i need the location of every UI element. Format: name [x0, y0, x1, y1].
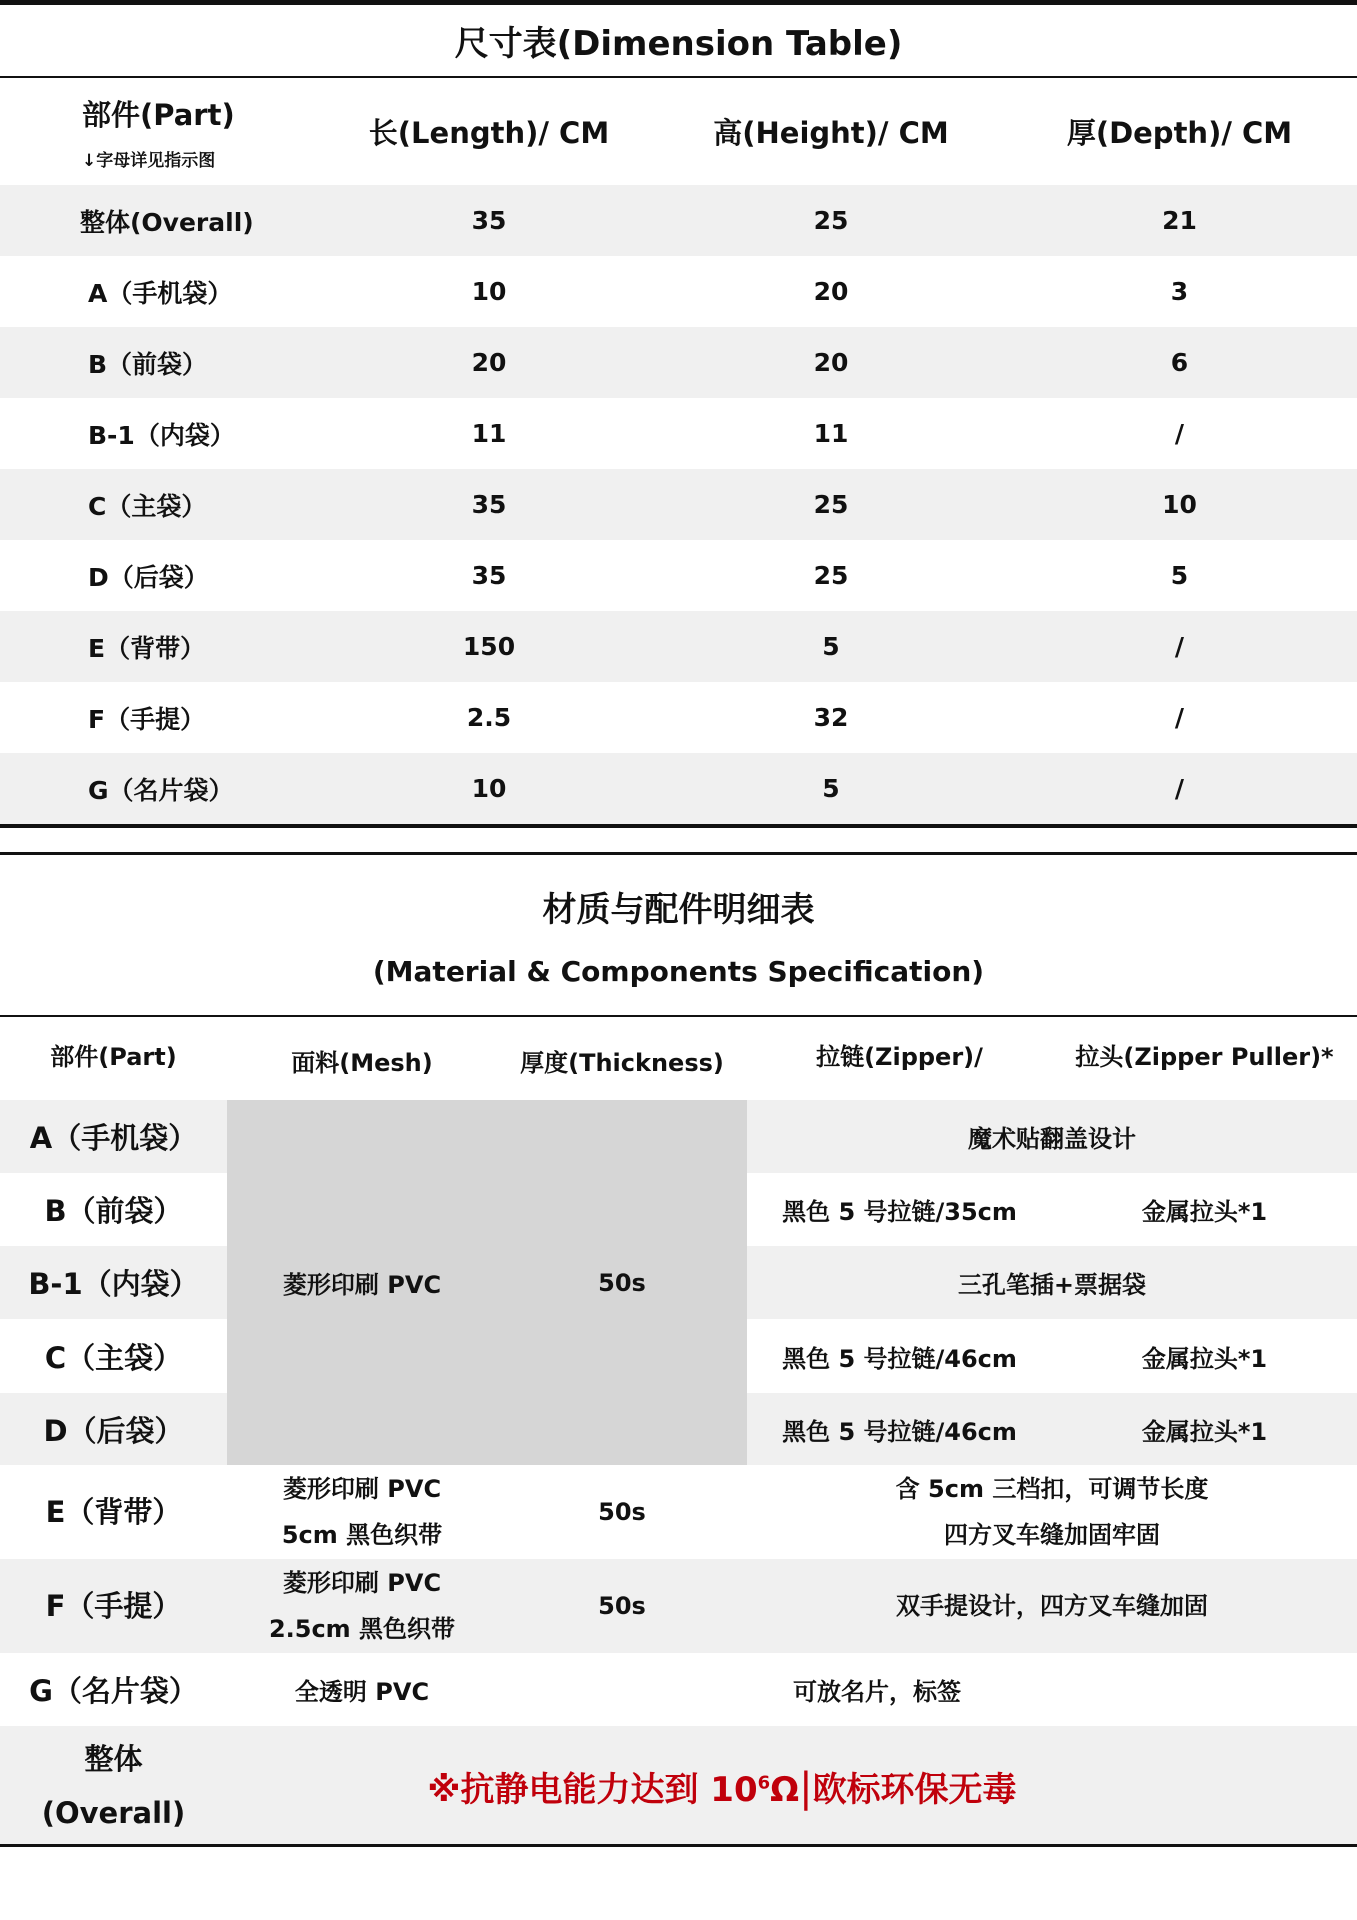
zipper-cell: 黑色 5 号拉链/46cm [782, 1344, 1017, 1373]
material-header-row [0, 1017, 1357, 1100]
part-cell: D（后袋） [88, 562, 209, 592]
header-depth: 厚(Depth)/ CM [1066, 116, 1293, 150]
material-table-title: 材质与配件明细表 [542, 890, 815, 930]
material-table-subtitle: (Material & Components Specification) [372, 955, 985, 988]
thickness-cell: 50s [598, 1592, 646, 1620]
part-cell: D（后袋） [43, 1413, 184, 1448]
table-row [0, 1559, 1357, 1653]
divider [0, 824, 1357, 828]
table-row [0, 540, 1357, 611]
part-cell: B-1（内袋） [88, 420, 235, 450]
length-cell: 35 [471, 490, 507, 519]
table-row [0, 256, 1357, 327]
table-row [0, 611, 1357, 682]
part-cell: C（主袋） [44, 1340, 183, 1375]
height-cell: 11 [813, 419, 849, 448]
table-row [0, 682, 1357, 753]
mesh-cell [227, 1465, 497, 1559]
depth-cell: 21 [1162, 206, 1197, 235]
puller-cell: 金属拉头*1 [1141, 1198, 1268, 1226]
header-part: 部件(Part) [50, 1043, 177, 1071]
part-cell: B（前袋） [44, 1194, 183, 1228]
note-text: Ω [770, 1769, 800, 1810]
note-cell: 魔术贴翻盖设计 [968, 1125, 1136, 1153]
note-text: 欧标环保无毒 [812, 1769, 1017, 1810]
note-cell: 可放名片，标签 [793, 1678, 961, 1706]
length-cell: 11 [471, 419, 507, 448]
part-cell: A（手机袋） [29, 1121, 198, 1155]
part-cell: C（主袋） [88, 491, 207, 521]
part-cell: E（背带） [45, 1495, 182, 1529]
depth-cell: / [1174, 419, 1185, 448]
header-mesh: 面料(Mesh) [291, 1049, 433, 1077]
table-row [0, 398, 1357, 469]
mesh-cell: 菱形印刷 PVC [227, 1100, 497, 1465]
mesh-line: 菱形印刷 PVC [282, 1475, 442, 1503]
mesh-cell [227, 1559, 497, 1653]
length-cell: 10 [471, 277, 507, 306]
part-cell: 整体(Overall) [80, 207, 254, 237]
note-cell: 双手提设计，四方叉车缝加固 [896, 1592, 1208, 1620]
table-row [0, 327, 1357, 398]
length-cell: 35 [471, 206, 507, 235]
length-cell: 10 [471, 774, 507, 803]
height-cell: 32 [813, 703, 849, 732]
thickness-cell: 50s [497, 1100, 747, 1465]
note-cell: 三孔笔插+票据袋 [957, 1271, 1147, 1299]
length-cell: 20 [471, 348, 507, 377]
mesh-cell: 全透明 PVC [294, 1678, 430, 1706]
thickness-cell: 50s [598, 1498, 646, 1526]
header-height: 高(Height)/ CM [713, 116, 949, 150]
depth-cell: 5 [1170, 561, 1189, 590]
zipper-cell: 黑色 5 号拉链/35cm [782, 1198, 1017, 1226]
antistatic-note [227, 1726, 1357, 1846]
length-cell: 35 [471, 561, 507, 590]
puller-cell: 金属拉头*1 [1141, 1417, 1268, 1446]
zipper-cell: 黑色 5 号拉链/46cm [782, 1417, 1017, 1446]
part-cell: B-1（内袋） [28, 1267, 199, 1301]
table-row [0, 1100, 1357, 1173]
header-thickness: 厚度(Thickness) [520, 1049, 724, 1077]
height-cell: 5 [822, 632, 840, 661]
note-cell [747, 1465, 1357, 1559]
top-border [0, 0, 1357, 5]
dimension-table-title: 尺寸表(Dimension Table) [454, 24, 903, 64]
note-exponent: 6 [757, 1772, 771, 1794]
table-row [0, 469, 1357, 540]
material-table [0, 1017, 1357, 1846]
header-part-note: ↓字母详见指示图 [82, 150, 216, 171]
length-cell: 150 [462, 632, 516, 661]
mesh-line: 5cm 黑色织带 [281, 1521, 443, 1549]
header-length: 长(Length)/ CM [368, 116, 610, 150]
table-row [0, 1465, 1357, 1559]
length-cell: 2.5 [466, 703, 512, 732]
height-cell: 20 [813, 277, 849, 306]
part-line: (Overall) [41, 1796, 186, 1830]
height-cell: 25 [813, 561, 849, 590]
depth-cell: 6 [1170, 348, 1189, 377]
depth-cell: 3 [1170, 277, 1189, 306]
note-line: 含 5cm 三档扣，可调节长度 [895, 1475, 1209, 1503]
part-cell: F（手提） [88, 704, 206, 734]
header-part: 部件(Part) [82, 97, 235, 132]
dimension-header-row [0, 78, 1357, 185]
depth-cell: / [1174, 774, 1185, 803]
depth-cell: 10 [1162, 490, 1197, 519]
table-row [0, 753, 1357, 824]
note-line: 四方叉车缝加固牢固 [944, 1521, 1160, 1549]
height-cell: 5 [822, 774, 840, 803]
height-cell: 25 [813, 490, 849, 519]
overall-row [0, 1726, 1357, 1846]
mesh-line: 菱形印刷 PVC [282, 1569, 442, 1597]
header-zipper: 拉链(Zipper)/ [816, 1043, 983, 1071]
table-row [0, 1653, 1357, 1726]
mesh-line: 2.5cm 黑色织带 [268, 1615, 456, 1643]
part-cell: G（名片袋） [88, 775, 234, 805]
table-row [0, 185, 1357, 256]
part-cell: B（前袋） [88, 349, 208, 379]
note-text: ※抗静电能力达到 10 [427, 1769, 758, 1810]
divider [0, 852, 1357, 855]
height-cell: 25 [813, 206, 849, 235]
depth-cell: / [1174, 703, 1185, 732]
depth-cell: / [1174, 632, 1185, 661]
part-line: 整体 [84, 1742, 143, 1776]
bottom-border [0, 1844, 1357, 1847]
header-puller: 拉头(Zipper Puller)* [1075, 1043, 1334, 1071]
height-cell: 20 [813, 348, 849, 377]
puller-cell: 金属拉头*1 [1141, 1344, 1268, 1373]
part-cell [0, 1726, 227, 1846]
part-cell: G（名片袋） [29, 1674, 198, 1708]
part-cell: A（手机袋） [88, 278, 233, 308]
part-cell: E（背带） [88, 633, 206, 663]
part-cell: F（手提） [45, 1589, 182, 1623]
dimension-table [0, 78, 1357, 824]
note-separator: | [799, 1764, 813, 1811]
